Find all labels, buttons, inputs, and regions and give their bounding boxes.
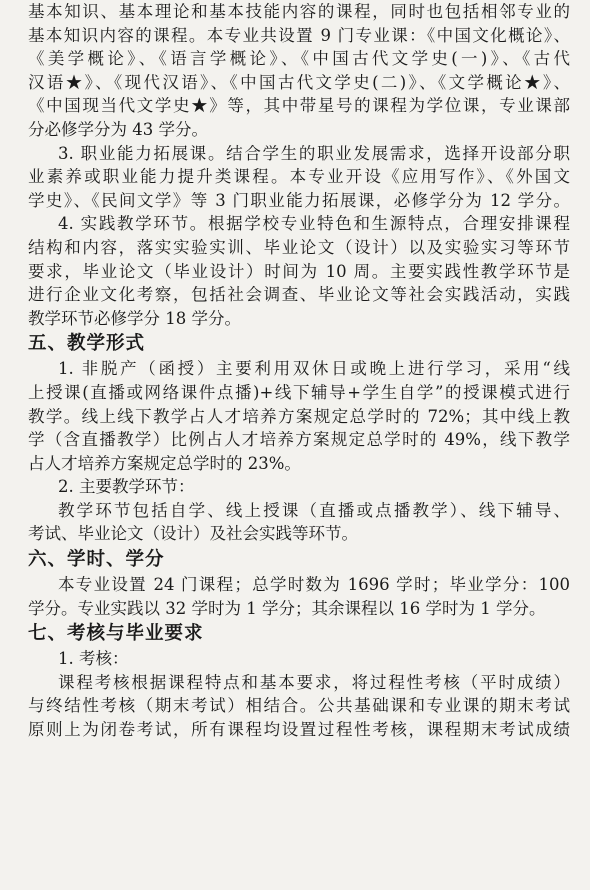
text-line: 基本知识内容的课程。本专业共设置 9 门专业课：《中国文化概论》、 — [28, 25, 570, 45]
text-line: 占人才培养方案规定总学时的 23%。 — [28, 453, 301, 473]
teaching-steps-paragraph — [28, 499, 570, 546]
text-line: 4. 实践教学环节。根据学校专业特色和生源特点，合理安排课程 — [58, 214, 570, 234]
text-line: 学史》、《民间文学》等 3 门职业能力拓展课，必修学分为 12 学分。 — [28, 190, 570, 210]
text-line: 《中国现当代文学史★》等，其中带星号的课程为学位课，专业课部 — [28, 96, 570, 116]
text-line: 3. 职业能力拓展课。结合学生的职业发展需求，选择开设部分职 — [58, 143, 570, 163]
text-line: 本专业设置 24 门课程；总学时数为 1696 学时；毕业学分：100 — [58, 575, 570, 595]
text-line: 考试、毕业论文（设计）及社会实践等环节。 — [28, 524, 358, 544]
section-heading-teaching-form: 五、教学形式 — [28, 333, 146, 355]
text-line: 教学。线上线下教学占人才培养方案规定总学时的 72%；其中线上教 — [28, 406, 570, 426]
text-line: 学分。专业实践以 32 学时为 1 学分；其余课程以 16 学时为 1 学分。 — [28, 598, 546, 618]
text-line: 基本知识、基本理论和基本技能内容的课程，同时也包括相邻专业的 — [28, 2, 570, 21]
text-line: 要求，毕业论文（毕业设计）时间为 10 周。主要实践性教学环节是 — [28, 261, 570, 281]
text-line: 业素养或职业能力提升类课程。本专业开设《应用写作》、《外国文 — [28, 167, 570, 187]
section-heading-assessment: 七、考核与毕业要求 — [28, 623, 204, 645]
text-line: 分必修学分为 43 学分。 — [28, 119, 208, 139]
assessment-paragraph — [28, 671, 570, 742]
text-line: 原则上为闭卷考试，所有课程均设置过程性考核，课程期末考试成绩 — [28, 720, 570, 740]
text-line: 学（含直播教学）比例占人才培养方案规定总学时的 49%，线下教学 — [28, 430, 570, 450]
text-line: 教学环节必修学分 18 学分。 — [28, 308, 241, 328]
professional-courses-paragraph — [28, 0, 570, 142]
text-line: 《美学概论》、《语言学概论》、《中国古代文学史(一)》、《古代 — [28, 49, 570, 69]
text-line: 汉语★》、《现代汉语》、《中国古代文学史(二)》、《文学概论★》、 — [28, 72, 570, 92]
career-ability-paragraph — [28, 142, 570, 213]
practical-teaching-paragraph — [28, 212, 570, 330]
text-line: 结构和内容，落实实验实训、毕业论文（设计）以及实验实习等环节 — [28, 237, 570, 257]
text-line: 课程考核根据课程特点和基本要求，将过程性考核（平时成绩） — [58, 672, 570, 692]
credits-paragraph — [28, 573, 570, 620]
text-line: 与终结性考核（期末考试）相结合。公共基础课和专业课的期末考试 — [28, 696, 570, 716]
section-heading-credits: 六、学时、学分 — [28, 549, 165, 571]
text-line: 进行企业文化考察，包括社会调查、毕业论文等社会实践活动，实践 — [28, 285, 570, 305]
text-line: 教学环节包括自学、线上授课（直播或点播教学）、线下辅导、 — [58, 500, 570, 520]
assessment-title: 1. 考核： — [58, 649, 129, 669]
text-line: 上授课(直播或网络课件点播)+线下辅导+学生自学”的授课模式进行 — [28, 382, 570, 402]
teaching-form-paragraph — [28, 357, 570, 475]
text-line: 1. 非脱产（函授）主要利用双休日或晚上进行学习，采用“线 — [58, 359, 570, 379]
teaching-steps-title: 2. 主要教学环节： — [58, 477, 195, 497]
